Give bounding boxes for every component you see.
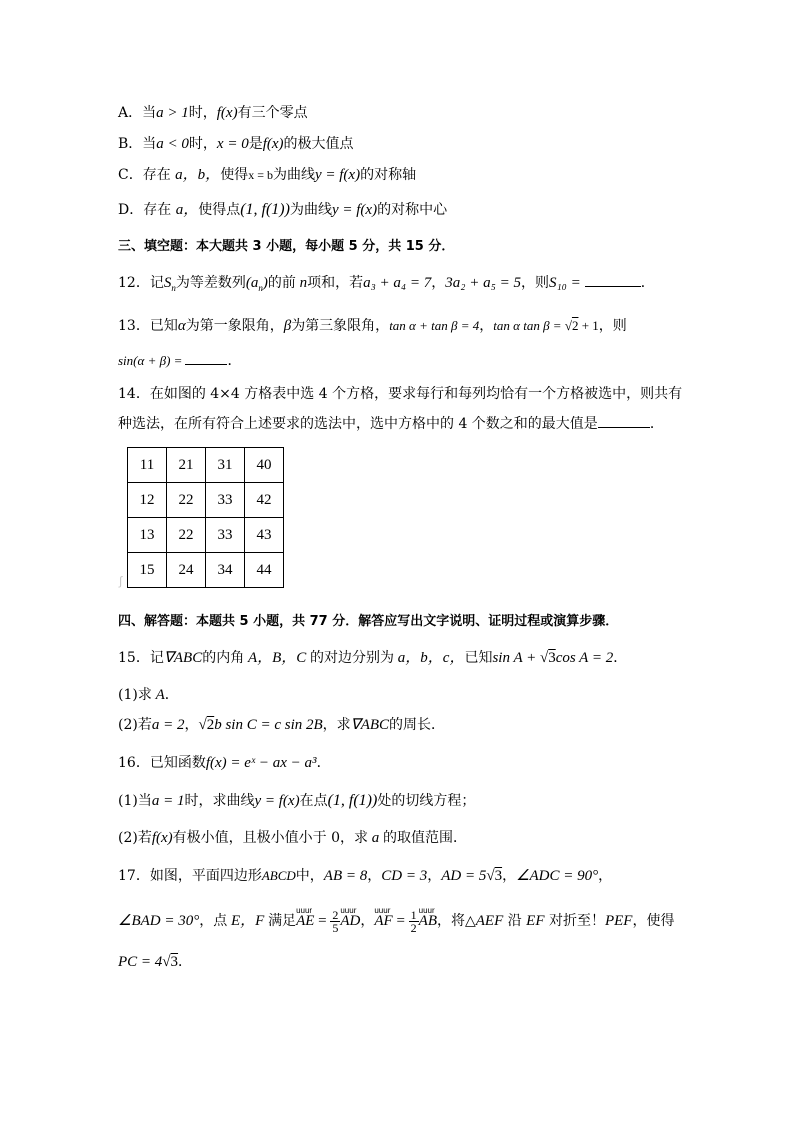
grid-cell: 31 xyxy=(206,448,245,483)
grid-row xyxy=(128,483,284,518)
number-grid xyxy=(127,447,284,588)
grid-cell: 22 xyxy=(167,483,206,518)
grid-cell: 11 xyxy=(128,448,167,483)
vector-ab: uuur AB xyxy=(418,906,437,929)
option-c: C．存在 a，b，使得x = b为曲线y = f(x)的对称轴 xyxy=(118,167,417,183)
answer-blank[interactable] xyxy=(585,274,641,287)
question-17-line3: PC = 4√3． xyxy=(118,954,193,970)
grid-cell: 34 xyxy=(206,553,245,588)
grid-cell: 40 xyxy=(245,448,284,483)
grid-cell: 42 xyxy=(245,483,284,518)
question-15-part2: (2)若a = 2，√2b sin C = c sin 2B，求∇ABC的周长． xyxy=(118,717,446,733)
grid-cell: 33 xyxy=(206,483,245,518)
question-16-part1: (1)当a = 1时，求曲线y = f(x)在点(1, f(1))处的切线方程； xyxy=(118,792,476,809)
question-14-line2: 种选法，在所有符合上述要求的选法中，选中方格中的 4 个数之和的最大值是 ． xyxy=(118,416,664,432)
vector-ad: uuur AD xyxy=(340,906,361,929)
section-heading-fill-in: 三、填空题：本大题共 3 小题，每小题 5 分，共 15 分． xyxy=(118,239,455,254)
grid-cell: 15 xyxy=(128,553,167,588)
grid-row xyxy=(128,448,284,483)
option-b: B．当a < 0时，x = 0是f(x)的极大值点 xyxy=(118,136,354,152)
faint-watermark: ∫ xyxy=(119,574,123,588)
grid-cell: 13 xyxy=(128,518,167,553)
fraction-one-half: $\frac{1}{2}$ xyxy=(410,907,417,935)
question-17: 17．如图，平面四边形ABCD中，AB = 8，CD = 3，AD = 5√3，∠ADC = 90°， xyxy=(118,868,613,884)
question-15: 15．记∇ABC的内角 A，B，C 的对边分别为 a，b，c，已知sin A + √3cos A = 2． xyxy=(118,650,628,666)
answer-blank[interactable] xyxy=(185,352,227,365)
question-12: 12．记$S_n$为等差数列$(a_n)$的前 n项和，若a₃ + a₄ = 7，3a₂ + a₅ = 5，则S₁₀ = ． xyxy=(118,275,655,293)
option-d: D．存在 a，使得点(1, f(1))为曲线y = f(x)的对称中心 xyxy=(118,201,448,218)
question-15-part1: (1)求 A． xyxy=(118,687,179,703)
question-16: 16．已知函数f(x) = eˣ − ax − a³． xyxy=(118,755,331,771)
grid-cell: 24 xyxy=(167,553,206,588)
option-a: A．当a > 1时，f(x)有三个零点 xyxy=(118,105,308,121)
question-14: 14．在如图的 4×4 方格表中选 4 个方格，要求每行和每列均恰有一个方格被选中，则共有 xyxy=(118,386,683,402)
grid-cell: 12 xyxy=(128,483,167,518)
grid-cell: 44 xyxy=(245,553,284,588)
grid-cell: 33 xyxy=(206,518,245,553)
grid-cell: 22 xyxy=(167,518,206,553)
answer-blank[interactable] xyxy=(598,415,650,428)
vector-af: uuur AF xyxy=(374,906,393,929)
question-13-line2: sin(α + β) = ． xyxy=(118,353,242,369)
grid-cell: 21 xyxy=(167,448,206,483)
question-13: 13．已知α为第一象限角，β为第三象限角，tan α + tan β = 4，tan α tan β = √2 + 1，则 xyxy=(118,318,627,334)
grid-cell: 43 xyxy=(245,518,284,553)
fraction-two-fifths: $\frac{2}{5}$ xyxy=(332,907,339,935)
question-16-part2: (2)若f(x)有极小值，且极小值小于 0，求 a 的取值范围． xyxy=(118,830,468,846)
section-heading-solutions: 四、解答题：本题共 5 小题，共 77 分．解答应写出文字说明、证明过程或演算步骤． xyxy=(118,614,619,629)
grid-row xyxy=(128,518,284,553)
question-17-line2: ∠BAD = 30°，点 E，F 满足 uuur AE = $\frac{2}{5}$ uuur AD， uuur AF = $\frac{1}{2}$ uuur AB，将△AEF 沿 EF 对折至！PEF，使得 xyxy=(118,906,675,935)
grid-row xyxy=(128,553,284,588)
vector-ae: uuur AE xyxy=(296,906,315,929)
